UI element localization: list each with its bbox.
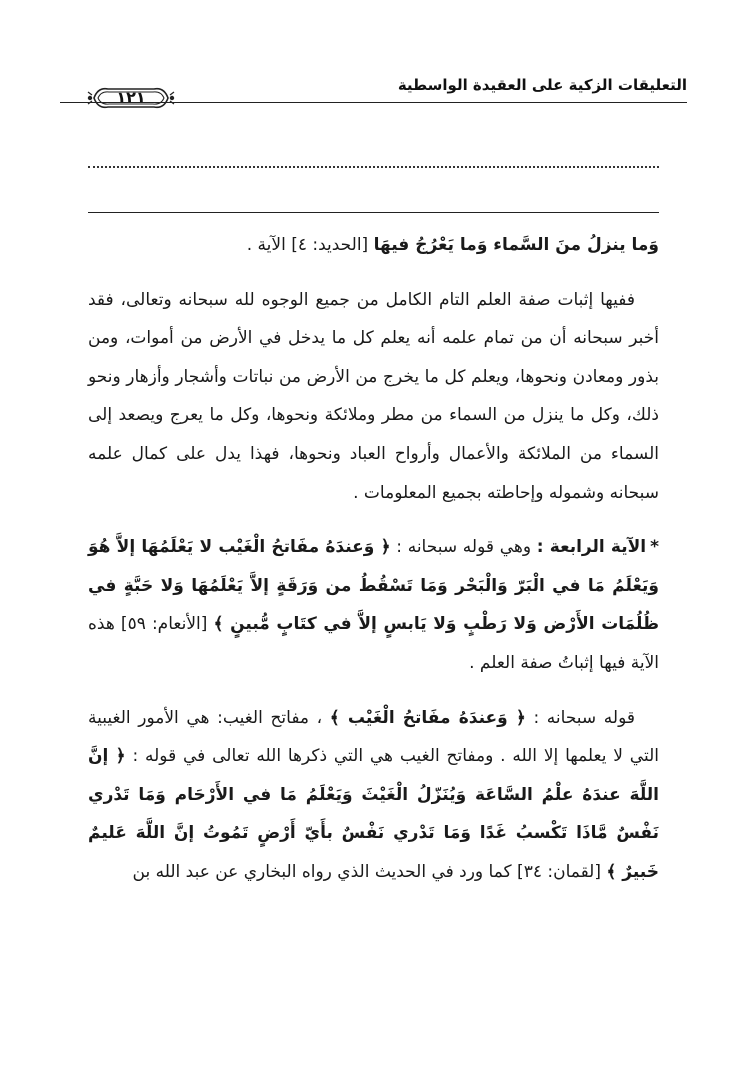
dotted-separator (88, 166, 659, 168)
commentary-text: ، مفاتح الغيب: هي الأمور الغيبية التي لا يعلمها إلا الله . ومفاتح الغيب هي التي ذكرها الله تعالى في قوله : (88, 707, 659, 767)
verse-continuation (88, 226, 659, 265)
page-number: ١٢١ (116, 88, 146, 107)
quran-verse: ﴿ إنَّ اللَّهَ عندَهُ علْمُ السَّاعَة وَيُنَزّلُ الْغَيْثَ وَيَعْلَمُ مَا في الأَرْحَام وَمَا تَدْري نَفْسٌ مَّاذَا تَكْسبُ غَدًا وَمَا تَدْري نَفْسٌ بأَيّ أَرْضٍ تَمُوتُ إنَّ اللَّهَ عَليمٌ خَبيرٌ ﴾ (88, 746, 659, 882)
section-rule (88, 212, 659, 213)
quran-verse: وَما ينزلُ منَ السَّماء وَما يَعْرُجُ فيهَا (373, 235, 659, 255)
quran-verse: ﴿ وَعندَهُ مفَاتحُ الْغَيْب ﴾ (329, 707, 526, 728)
paragraph-knowledge: ففيها إثبات صفة العلم التام الكامل من جميع الوجوه لله سبحانه وتعالى، فقد أخبر سبحانه أن من تمام علمه أنه يعلم كل ما يدخل في الأرض من أموات، ومن بذور ومعادن ونحوها، ويعلم كل ما يخرج من الأرض من نباتات وأشجار وأزهار ونحو ذلك، وكل ما ينزل من السماء من مطر وملائكة ونحوها، وكل ما يعرج ويصعد إلى السماء من الملائكة والأعمال وأرواح العباد ونحوها، فهذا يدل على كمال علمه سبحانه وشموله وإحاطته بجميع المعلومات . (88, 289, 659, 503)
verse-reference: [الأنعام: ٥٩] هذه الآية فيها إثباتُ صفة العلم . (88, 614, 659, 673)
star-marker: * (650, 537, 660, 558)
quran-verse: ﴿ وَعندَهُ مفَاتحُ الْغَيْب لا يَعْلَمُهَا إلاَّ هُوَ وَيَعْلَمُ مَا في الْبَرّ وَالْبَحْر وَمَا تَسْقُطُ من وَرَقَةٍ إلاَّ يَعْلَمُهَا وَلا حَبَّةٍ في ظُلُمَات الأَرْض وَلا رَطْبٍ وَلا يَابسٍ إلاَّ في كتَابٍ مُّبينٍ ﴾ (88, 537, 660, 635)
paragraph-fourth-verse (88, 528, 659, 682)
paragraph-keys-of-unseen (88, 699, 659, 892)
section-intro: وهي قوله سبحانه : (390, 537, 537, 558)
page-header (60, 76, 687, 116)
commentary-text: [لقمان: ٣٤] كما ورد في الحديث الذي رواه البخاري عن عبد الله بن (132, 861, 607, 882)
running-title: التعليقات الزكية على العقيدة الواسطية (397, 76, 687, 94)
section-lead: الآية الرابعة : (536, 537, 647, 558)
header-rule (60, 102, 687, 103)
verse-reference: [الحديد: ٤] الآية . (246, 235, 374, 255)
section-intro: قوله سبحانه : (525, 707, 636, 728)
page-body (88, 226, 659, 892)
page-number-badge (86, 83, 176, 113)
